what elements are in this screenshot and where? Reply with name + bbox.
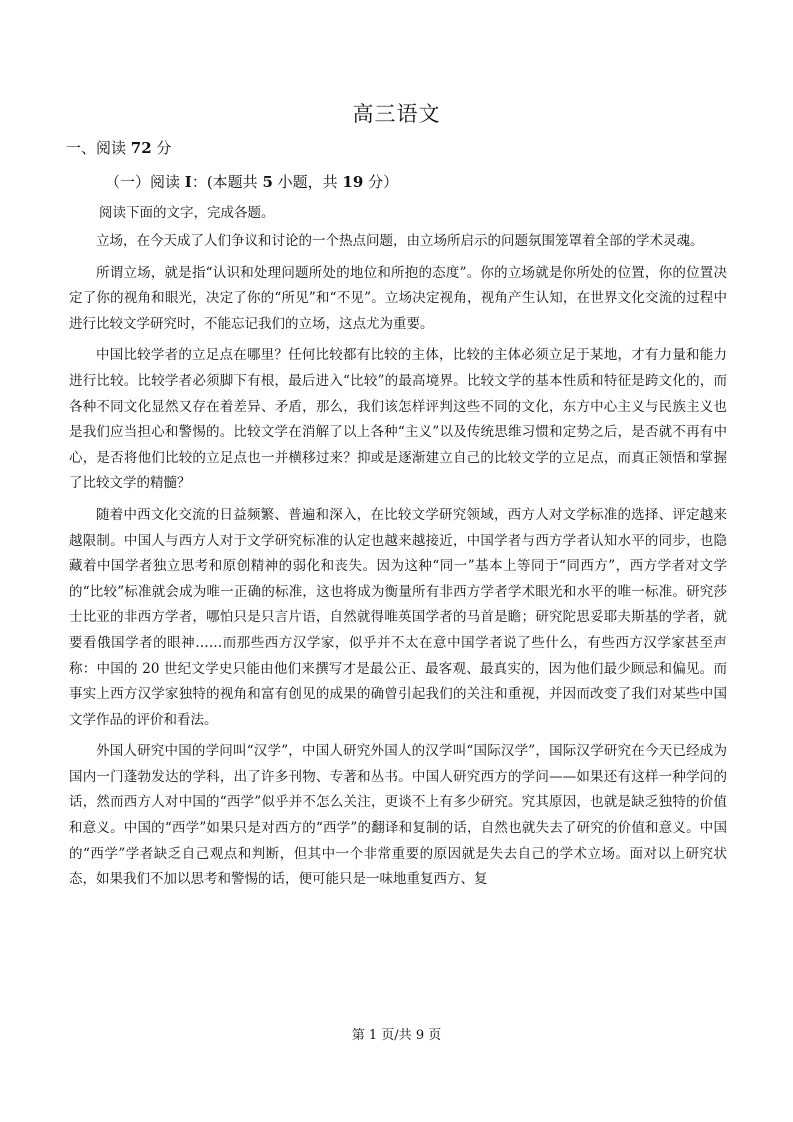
document-title: 高三语文	[352, 102, 441, 126]
subsection-part3: 小题，共	[272, 173, 343, 191]
subsection-score: 19	[342, 173, 364, 191]
subsection-count: 5	[262, 173, 273, 191]
article-paragraph: 所谓立场，就是指“认识和处理问题所处的地位和所抱的态度”。你的立场就是你所处的位置，你的位置决定了你的视角和眼光，决定了你的“所见”和“不见”。立场决定视角，视角产生认知，在世界文化交流的过程中进行比较文学研究时，不能忘记我们的立场，这点尤为重要。	[69, 264, 727, 332]
article-paragraph: 立场，在今天成了人们争议和讨论的一个热点问题，由立场所启示的问题氛围笼罩着全部的学术灵魂。	[96, 233, 704, 249]
section-heading-suffix: 分	[151, 139, 172, 157]
page-footer: 第 1 页/共 9 页	[351, 1028, 442, 1043]
subsection-heading	[105, 171, 398, 192]
subsection-roman: I	[184, 173, 192, 191]
section-heading-prefix: 一、阅读	[66, 139, 131, 157]
subsection-part1: （一）阅读	[105, 173, 185, 191]
reading-instruction: 阅读下面的文字，完成各题。	[99, 205, 275, 221]
section-score: 72	[130, 139, 152, 157]
article-body	[69, 229, 727, 899]
subsection-part2: ：(本题共	[191, 173, 263, 191]
section-heading	[66, 137, 171, 158]
article-paragraph: 外国人研究中国的学问叫“汉学”，中国人研究外国人的汉学叫“国际汉学”，国际汉学研究在今天已经成为国内一门蓬勃发达的学科，出了许多刊物、专著和丛书。中国人研究西方的学问——如果还有这样一种学问的话，然而西方人对中国的“西学”似乎并不怎么关注，更谈不上有多少研究。究其原因，也就是缺乏独特的价值和意义。中国的“西学”如果只是对西方的“西学”的翻译和复制的话，自然也就失去了研究的价值和意义。中国的“西学”学者缺乏自己观点和判断，但其中一个非常重要的原因就是失去自己的学术立场。面对以上研究状态，如果我们不加以思考和警惕的话，便可能只是一味地重复西方、复	[69, 743, 727, 888]
article-paragraph: 随着中西文化交流的日益频繁、普遍和深入，在比较文学研究领域，西方人对文学标准的选择、评定越来越限制。中国人与西方人对于文学研究标准的认定也越来越接近，中国学者与西方学者认知水平的同步，也隐藏着中国学者独立思考和原创精神的弱化和丧失。因为这种“同一”基本上等同于“同西方”，西方学者对文学的“比较”标准就会成为唯一正确的标准，这也将成为衡量所有非西方学者学术眼光和水平的唯一标准。研究莎士比亚的非西方学者，哪怕只是只言片语，自然就得唯英国学者的马首是瞻；研究陀思妥耶夫斯基的学者，就要看俄国学者的眼神……而那些西方汉学家，似乎并不太在意中国学者说了些什么，有些西方汉学家甚至声称：中国的 20 世纪文学史只能由他们来撰写才是最公正、最客观、最真实的，因为他们最少顾忌和偏见。而事实上西方汉学家独特的视角和富有创见的成果的确曾引起我们的关注和重视，并因而改变了我们对某些中国文学作品的评价和看法。	[69, 506, 727, 728]
article-paragraph: 中国比较学者的立足点在哪里？任何比较都有比较的主体，比较的主体必须立足于某地，才有力量和能力进行比较。比较学者必须脚下有根，最后进入“比较”的最高境界。比较文学的基本性质和特征是跨文化的，而各种不同文化显然又存在着差异、矛盾，那么，我们该怎样评判这些不同的文化，东方中心主义与民族主义也是我们应当担心和警惕的。比较文学在消解了以上各种“主义”以及传统思维习惯和定势之后，是否就不再有中心，是否将他们比较的立足点也一并横移过来？抑或是逐渐建立自己的比较文学的立足点，而真正领悟和掌握了比较文学的精髓？	[69, 347, 727, 492]
subsection-part4: 分）	[363, 173, 399, 191]
